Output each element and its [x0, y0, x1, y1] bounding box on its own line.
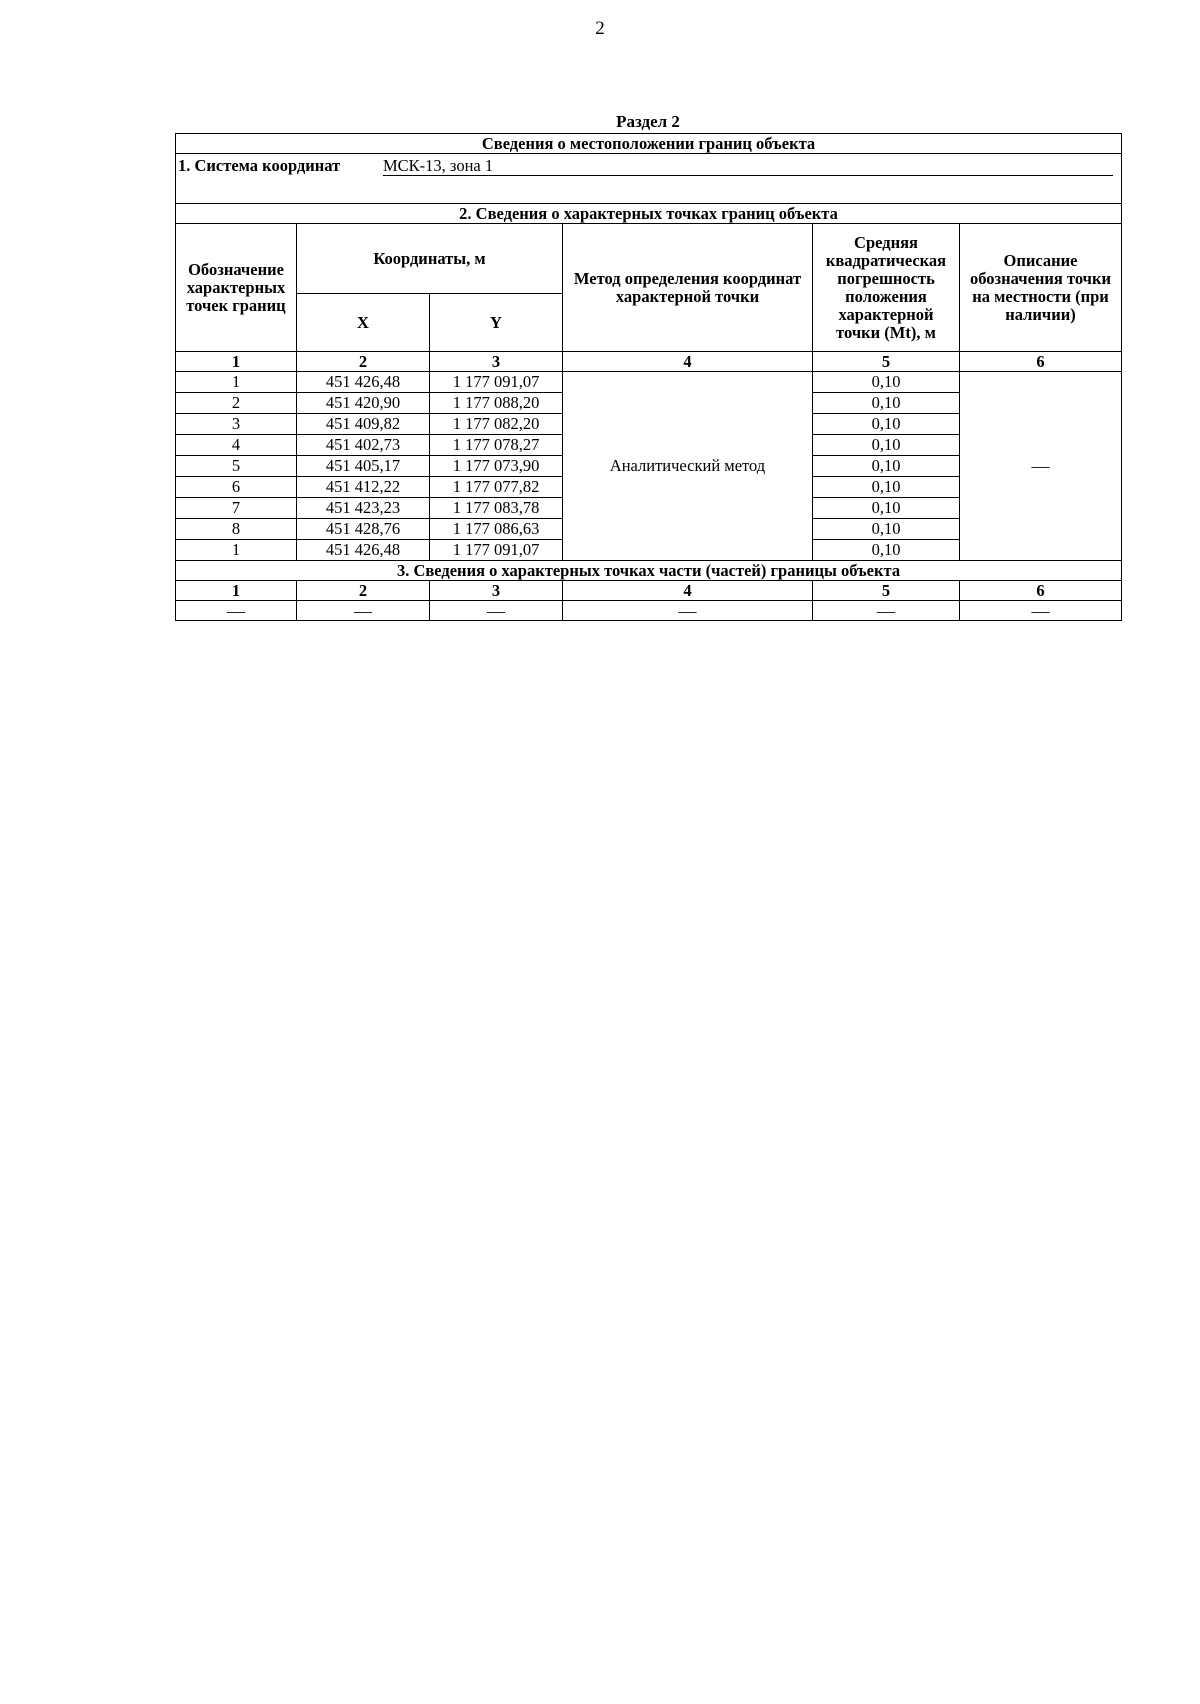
point-id: 6 — [176, 477, 297, 498]
header-error: Средняя квадратическая погрешность положения характерной точки (Mt), м — [813, 224, 960, 352]
page-number: 2 — [595, 18, 605, 39]
header-description: Описание обозначения точки на местности (при наличии) — [960, 224, 1122, 352]
point-id: 1 — [176, 372, 297, 393]
point-id: 1 — [176, 540, 297, 561]
point-y: 1 177 073,90 — [430, 456, 563, 477]
point-error: 0,10 — [813, 414, 960, 435]
point-y: 1 177 077,82 — [430, 477, 563, 498]
table-title: Сведения о местоположении границ объекта — [176, 134, 1122, 154]
subsection-2-title: 2. Сведения о характерных точках границ объекта — [176, 204, 1122, 224]
column-number: 2 — [297, 352, 430, 372]
point-x: 451 426,48 — [297, 540, 430, 561]
point-x: 451 420,90 — [297, 393, 430, 414]
part-cell: — — [960, 601, 1122, 621]
point-error: 0,10 — [813, 435, 960, 456]
point-y: 1 177 078,27 — [430, 435, 563, 456]
point-id: 8 — [176, 519, 297, 540]
point-x: 451 428,76 — [297, 519, 430, 540]
column-number: 1 — [176, 581, 297, 601]
point-id: 2 — [176, 393, 297, 414]
point-row — [176, 372, 1122, 393]
point-id: 4 — [176, 435, 297, 456]
column-number: 1 — [176, 352, 297, 372]
point-x: 451 412,22 — [297, 477, 430, 498]
column-number: 5 — [813, 352, 960, 372]
boundary-table — [175, 133, 1122, 621]
coordinate-system-row — [176, 154, 1122, 204]
header-coordinates: Координаты, м — [297, 224, 563, 294]
part-cell: — — [430, 601, 563, 621]
coordinate-system-label: 1. Система координат — [178, 156, 341, 175]
column-number: 4 — [563, 581, 813, 601]
point-id: 5 — [176, 456, 297, 477]
point-error: 0,10 — [813, 540, 960, 561]
header-x: X — [297, 294, 430, 352]
point-y: 1 177 083,78 — [430, 498, 563, 519]
part-cell: — — [297, 601, 430, 621]
header-method: Метод определения координат характерной точки — [563, 224, 813, 352]
column-number: 5 — [813, 581, 960, 601]
header-designation: Обозначение характерных точек границ — [176, 224, 297, 352]
point-x: 451 402,73 — [297, 435, 430, 456]
method-value: Аналитический метод — [563, 372, 813, 561]
subsection-3-title: 3. Сведения о характерных точках части (частей) границы объекта — [176, 561, 1122, 581]
point-y: 1 177 088,20 — [430, 393, 563, 414]
description-value: — — [960, 372, 1122, 561]
point-error: 0,10 — [813, 498, 960, 519]
header-y: Y — [430, 294, 563, 352]
point-x: 451 426,48 — [297, 372, 430, 393]
column-number: 4 — [563, 352, 813, 372]
column-number: 6 — [960, 352, 1122, 372]
point-error: 0,10 — [813, 393, 960, 414]
point-x: 451 423,23 — [297, 498, 430, 519]
part-cell: — — [563, 601, 813, 621]
point-id: 7 — [176, 498, 297, 519]
point-id: 3 — [176, 414, 297, 435]
point-error: 0,10 — [813, 456, 960, 477]
section-title: Раздел 2 — [616, 112, 680, 131]
point-y: 1 177 082,20 — [430, 414, 563, 435]
coordinate-system-value: МСК-13, зона 1 — [383, 157, 1113, 176]
part-cell: — — [813, 601, 960, 621]
part-cell: — — [176, 601, 297, 621]
point-y: 1 177 091,07 — [430, 372, 563, 393]
column-number: 3 — [430, 581, 563, 601]
column-number: 2 — [297, 581, 430, 601]
column-number: 6 — [960, 581, 1122, 601]
point-y: 1 177 086,63 — [430, 519, 563, 540]
point-x: 451 409,82 — [297, 414, 430, 435]
column-number: 3 — [430, 352, 563, 372]
point-error: 0,10 — [813, 372, 960, 393]
point-error: 0,10 — [813, 477, 960, 498]
point-y: 1 177 091,07 — [430, 540, 563, 561]
point-x: 451 405,17 — [297, 456, 430, 477]
point-error: 0,10 — [813, 519, 960, 540]
